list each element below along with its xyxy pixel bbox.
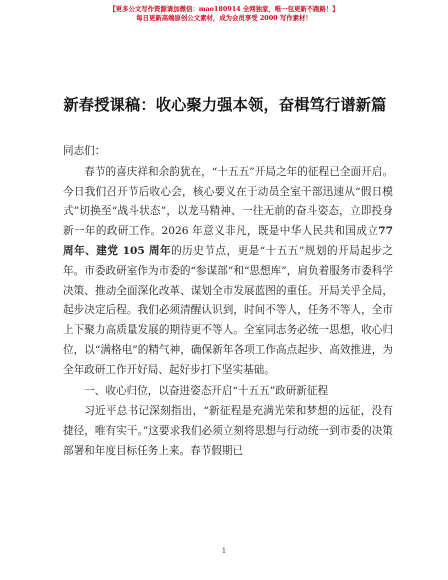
page-number: 1	[221, 547, 227, 555]
paragraph-1	[63, 163, 393, 381]
paragraph-1-text-a: 春节的喜庆祥和余韵犹在，“十五五”开局之年的征程已全面开启。今日我们召开节后收心会，核心要义在于动员全室干部迅速从“假日模式”切换至“战斗状态”，以龙马精神、一往无前的奋斗姿态，立即投身新一年的政研工作。2026 年意义非凡，既是中华人民共和国成立	[63, 165, 393, 238]
document-body	[63, 142, 393, 462]
header-promo-line-1: 【更多公文写作资源请加微信：mao180914 全网独家，唯一包更新不跑路！】	[109, 5, 339, 13]
paragraph-1-bold-anniversary: 77 周年、建党 105 周年	[63, 225, 393, 257]
salutation: 同志们：	[63, 145, 106, 157]
paragraph-1-text-b: 的历史节点，更是“十五五”规划的开局起步之年。市委政研室作为市委的“参谋部”和“思想库”，肩负着服务市委科学决策、推动全面深化改革、谋划全市发展蓝图的重任。开局关乎全局，起步决定后程。我们必须清醒认识到，时间不等人，任务不等人，全市上下聚力高质量发展的期待更不等人。全室同志务必统一思想，收心归位，以“满格电”的精气神，确保新年各项工作高点起步、高效推进，为全年政研工作开好局、起好步打下坚实基础。	[63, 244, 393, 376]
section-heading-1: 一、收心归位，以奋进姿态开启“十五五”政研新征程	[84, 384, 329, 397]
header-promo-line-2: 每日更新高端原创公文素材，成为会员享受 2000 写作素材！	[136, 14, 312, 22]
document-title: 新春授课稿：收心聚力强本领，奋楫笃行谱新篇	[63, 96, 387, 114]
paragraph-2: 习近平总书记深刻指出，“新征程是充满光荣和梦想的远征，没有捷径，唯有实干。”这要求我们必须立刻将思想与行动统一到市委的决策部署和年度目标任务上来。春节假期已	[63, 405, 393, 457]
